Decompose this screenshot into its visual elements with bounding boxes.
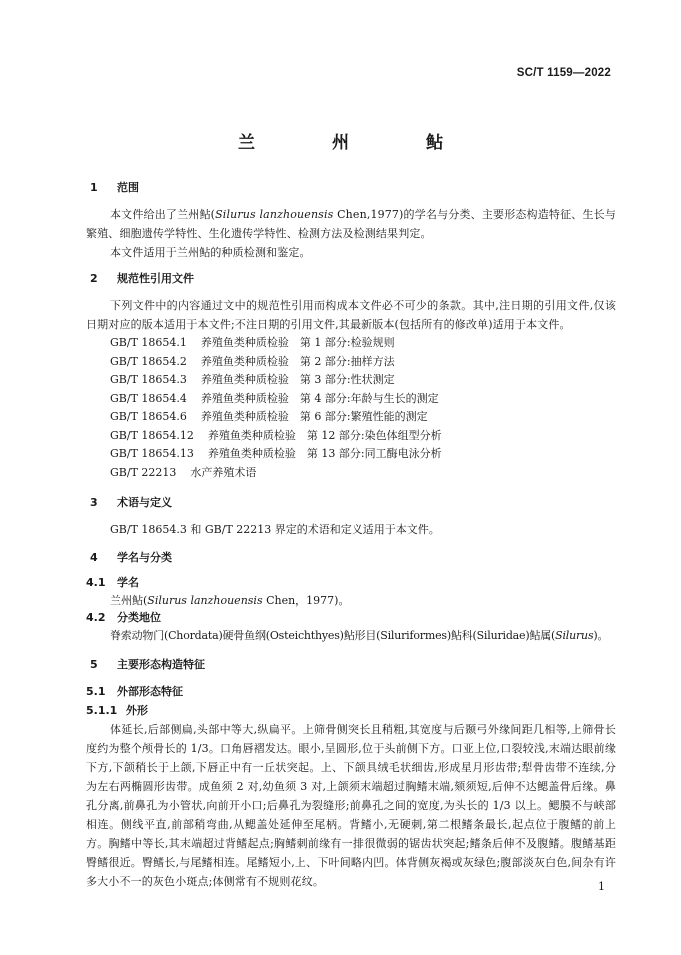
- section-heading: [90, 657, 616, 673]
- subsection-heading: [86, 575, 616, 591]
- subsection-heading: [86, 610, 616, 626]
- text-run: 兰州鲇(: [110, 594, 148, 607]
- section-number: 5: [90, 658, 98, 671]
- reference-item: [86, 390, 616, 409]
- latin-name: Silurus: [555, 629, 594, 642]
- section-number: 1: [90, 181, 98, 194]
- section-title: 学名与分类: [117, 551, 172, 564]
- paragraph: 下列文件中的内容通过文中的规范性引用而构成本文件必不可少的条款。其中,注日期的引用文件,仅该日期对应的版本适用于本文件;不注日期的引用文件,其最新版本(包括所有的修改单)适用于本文件。: [86, 299, 616, 331]
- reference-code: GB/T 18654.2: [110, 354, 187, 368]
- reference-item: [86, 427, 616, 446]
- paragraph: [86, 205, 616, 243]
- text-run: Chen,1977)的学名与分类、主要形态构造特征、生长与繁殖、细胞遗传学特性、生化遗传学特性、检测方法及检测结果判定。: [86, 208, 616, 240]
- text-run: Chen，1977)。: [262, 594, 350, 607]
- section-heading: [90, 180, 616, 196]
- reference-title: 养殖鱼类种质检验 第 4 部分:年龄与生长的测定: [200, 391, 439, 405]
- reference-title: 养殖鱼类种质检验 第 13 部分:同工酶电泳分析: [207, 447, 442, 460]
- subsection-number: 4.2: [86, 611, 106, 624]
- subsection-title: 学名: [117, 576, 139, 589]
- section-title: 术语与定义: [117, 496, 172, 509]
- text-run: )。: [593, 629, 609, 642]
- section-title: 主要形态构造特征: [117, 658, 205, 671]
- text-run: 脊索动物门(Chordata)硬骨鱼纲(Osteichthyes)鲇形目(Siluriformes)鲇科(Siluridae)鲇属(: [110, 629, 556, 642]
- reference-code: GB/T 18654.1: [110, 336, 187, 349]
- reference-title: 养殖鱼类种质检验 第 2 部分:抽样方法: [200, 354, 395, 368]
- reference-item: [86, 445, 616, 464]
- reference-item: [86, 334, 616, 353]
- reference-title: 水产养殖术语: [190, 465, 257, 479]
- paragraph: [86, 626, 616, 645]
- paragraph: 本文件适用于兰州鲇的种质检测和鉴定。: [110, 246, 311, 259]
- reference-code: GB/T 22213: [110, 465, 177, 479]
- reference-title: 养殖鱼类种质检验 第 1 部分:检验规则: [200, 336, 395, 349]
- reference-code: GB/T 18654.13: [110, 447, 194, 460]
- reference-list: [86, 334, 616, 482]
- section-number: 4: [90, 551, 98, 564]
- latin-name: Silurus lanzhouensis: [147, 594, 263, 607]
- reference-code: GB/T 18654.12: [110, 428, 194, 442]
- section-heading: [90, 550, 616, 566]
- section-number: 3: [90, 496, 98, 509]
- subsection-number: 4.1: [86, 576, 106, 589]
- subsubsection-number: 5.1.1: [86, 704, 118, 717]
- reference-item: [86, 408, 616, 427]
- document-title: 兰 州 鲇: [238, 133, 473, 153]
- subsection-heading: [86, 684, 616, 700]
- reference-item: [86, 353, 616, 372]
- section-number: 2: [90, 272, 98, 285]
- paragraph: GB/T 18654.3 和 GB/T 22213 界定的术语和定义适用于本文件。: [110, 523, 440, 536]
- reference-code: GB/T 18654.4: [110, 391, 187, 405]
- section-heading: [90, 495, 616, 511]
- paragraph: [86, 591, 616, 610]
- subsection-title: 外部形态特征: [117, 685, 183, 698]
- document-body: [86, 180, 616, 891]
- paragraph: 体延长,后部侧扁,头部中等大,纵扁平。上筛骨侧突长且稍粗,其宽度与后颞弓外缘间距几相等,上筛骨长度约为整个颅骨长的 1/3。口角唇褶发达。眼小,呈圆形,位于头前侧下方。口亚上位,口裂较浅,末端达眼前缘下方,下颌稍长于上颌,下唇正中有一丘状突起。上、下颌具绒毛状细齿,形成星月形齿带;犁骨齿带不连续,分为左右两椭圆形齿带。成鱼须 2 对,幼鱼须 3 对,上颌须末端超过胸鳍末端,颏须短,后伸不达鳃盖骨后缘。鼻孔分离,前鼻孔为小管状,向前开小口;后鼻孔为裂缝形;前鼻孔之间的宽度,为头长的 1/3 以上。鳃膜不与峡部相连。侧线平直,前部稍弯曲,从鳃盖处延伸至尾柄。背鳍小,无硬刺,第二根鳍条最长,起点位于腹鳍的前上方。胸鳍中等长,其末端超过背鳍起点;胸鳍刺前缘有一排很微弱的锯齿状突起;鳍条后伸不及腹鳍。腹鳍基距臀鳍很近。臀鳍长,与尾鳍相连。尾鳍短小,上、下叶间略内凹。体背侧灰褐或灰绿色;腹部淡灰白色,间杂有许多大小不一的灰色小斑点;体侧常有不规则花纹。: [86, 723, 616, 888]
- text-run: 本文件给出了兰州鲇(: [110, 208, 216, 221]
- section-title: 范围: [117, 181, 139, 194]
- reference-item: [86, 464, 616, 483]
- reference-code: GB/T 18654.6: [110, 410, 187, 423]
- reference-code: GB/T 18654.3: [110, 373, 187, 386]
- subsection-title: 分类地位: [117, 611, 161, 624]
- page-number: 1: [598, 880, 605, 893]
- subsection-number: 5.1: [86, 685, 106, 698]
- reference-item: [86, 371, 616, 390]
- reference-title: 养殖鱼类种质检验 第 12 部分:染色体组型分析: [207, 428, 442, 442]
- section-title: 规范性引用文件: [117, 272, 194, 285]
- reference-title: 养殖鱼类种质检验 第 6 部分:繁殖性能的测定: [200, 410, 428, 423]
- latin-name: Silurus lanzhouensis: [215, 208, 334, 221]
- section-heading: [90, 271, 616, 287]
- subsubsection-heading: [86, 703, 616, 719]
- standard-code: SC/T 1159—2022: [516, 67, 611, 79]
- subsubsection-title: 外形: [126, 704, 148, 717]
- reference-title: 养殖鱼类种质检验 第 3 部分:性状测定: [200, 373, 395, 386]
